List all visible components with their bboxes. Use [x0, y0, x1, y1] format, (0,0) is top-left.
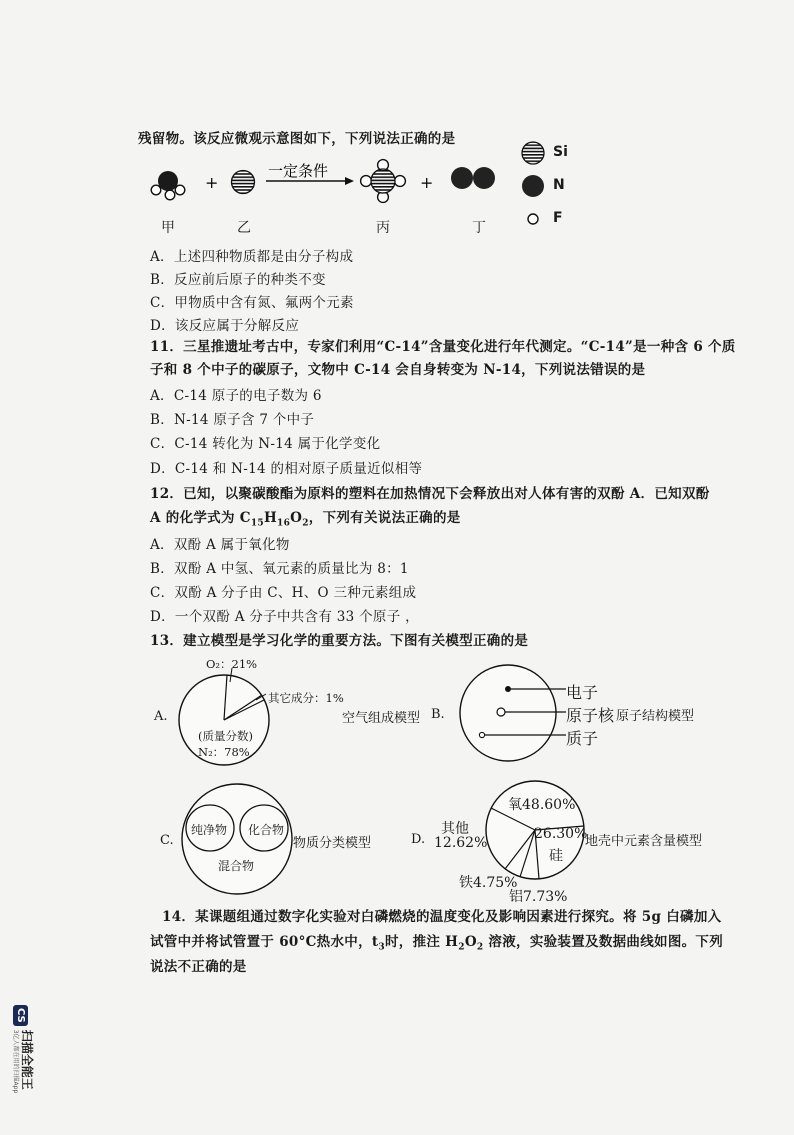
formula-sub-16: 16 — [277, 518, 291, 529]
model-a-letter: A. — [154, 709, 168, 724]
q12-option-b: B．双酚 A 中氢、氧元素的质量比为 8：1 — [150, 561, 409, 577]
q10-option-d: D．该反应属于分解反应 — [150, 318, 300, 334]
arrow-condition: 一定条件 — [268, 162, 329, 180]
label-yi: 乙 — [237, 220, 251, 236]
model-a-mass-label: (质量分数) — [198, 729, 253, 743]
q11-option-b: B．N-14 原子含 7 个中子 — [150, 412, 315, 428]
model-c-caption: 物质分类模型 — [293, 836, 372, 851]
legend-f-label: F — [553, 210, 563, 226]
scanner-name: 扫描全能王 — [20, 1029, 34, 1090]
legend-n-label: N — [553, 177, 565, 193]
model-b-letter: B. — [431, 707, 445, 722]
legend-f-symbol — [528, 214, 538, 224]
q14-line2-part2: 时，推注 H — [384, 934, 459, 950]
model-c-pure-label: 纯净物 — [191, 823, 228, 837]
formula-h: H — [263, 510, 278, 526]
q10-intro: 残留物。该反应微观示意图如下，下列说法正确的是 — [138, 131, 456, 147]
q14-line2-part1: 试管中并将试管置于 60°C热水中，t — [150, 934, 379, 950]
model-a-o2-label: O₂：21% — [206, 657, 258, 671]
model-b-proton-label: 质子 — [566, 729, 599, 748]
scanner-watermark — [1, 1005, 41, 1135]
q11-stem-line2: 子和 8 个中子的碳原子，文物中 C-14 会自身转变为 N-14，下列说法错误的是 — [150, 362, 646, 378]
formula-sub-2: 2 — [302, 518, 309, 529]
formula-sub-15: 15 — [250, 518, 264, 529]
q10-option-b: B．反应前后原子的种类不变 — [150, 272, 326, 288]
q10-option-c: C．甲物质中含有氮、氟两个元素 — [150, 295, 354, 311]
label-ding: 丁 — [472, 220, 486, 236]
model-d-oxygen-label: 氧48.60% — [508, 797, 576, 813]
model-b-electron-label: 电子 — [566, 683, 599, 702]
q14-line2-part4: 溶液，实验装置及数据曲线如图。下列 — [483, 934, 724, 950]
legend-si-label: Si — [553, 144, 568, 160]
model-d-other-label: 其他 — [441, 821, 469, 837]
q11-option-c: C．C-14 转化为 N-14 属于化学变化 — [150, 436, 381, 452]
model-c-venn — [180, 782, 295, 896]
molecule-bing — [361, 160, 406, 203]
scanner-text-block — [9, 1030, 33, 1094]
legend-n-symbol — [522, 175, 544, 197]
model-c-compound-label: 化合物 — [248, 823, 285, 837]
legend-si-symbol — [522, 142, 544, 164]
q11-option-a: A．C-14 原子的电子数为 6 — [150, 388, 322, 404]
model-b-caption: 原子结构模型 — [616, 709, 695, 724]
q12-option-d: D．一个双酚 A 分子中共含有 33 个原子 ， — [150, 609, 419, 625]
model-b-nucleus-label: 原子核 — [566, 706, 615, 725]
model-c-mixture-label: 混合物 — [218, 859, 255, 873]
q11-stem-line1: 11．三星推遗址考古中，专家们利用“C-14”含量变化进行年代测定。“C-14”是一种含 6 个质 — [150, 339, 736, 355]
q12-stem-line1: 12．已知，以聚碳酸酯为原料的塑料在加热情况下会释放出对人体有害的双酚 A．已知双酚 — [150, 486, 710, 502]
q14-sub-t3: 3 — [378, 942, 385, 953]
model-d-aluminum-label: 铝7.73% — [509, 889, 568, 905]
q12-stem-line2 — [150, 509, 461, 533]
scanner-logo-badge: CS — [14, 1005, 29, 1026]
molecule-ding — [451, 167, 495, 189]
model-c-letter: C. — [160, 833, 174, 848]
plus-sign-1: + — [205, 173, 219, 192]
model-d-iron-label: 铁4.75% — [459, 875, 518, 891]
q14-line2-part3: O — [464, 934, 477, 950]
model-a-other-label: 其它成分：1% — [268, 691, 344, 705]
molecule-yi — [232, 171, 255, 194]
label-jia: 甲 — [161, 220, 175, 236]
q11-option-d: D．C-14 和 N-14 的相对原子质量近似相等 — [150, 461, 423, 477]
q12-option-c: C．双酚 A 分子由 C、H、O 三种元素组成 — [150, 585, 417, 601]
q12-option-a: A．双酚 A 属于氧化物 — [150, 537, 290, 553]
scanner-tagline: 3亿人都在用的扫描App — [12, 1029, 19, 1094]
q14-sub-h2: 2 — [458, 942, 465, 953]
model-d-silicon-label: 硅 — [549, 848, 563, 864]
q14-line2 — [150, 933, 723, 957]
formula-o: O — [290, 510, 303, 526]
q12-formula-prefix: A 的化学式为 C — [150, 510, 251, 526]
q12-stem-suffix: ，下列有关说法正确的是 — [308, 510, 461, 526]
q13-stem: 13．建立模型是学习化学的重要方法。下图有关模型正确的是 — [150, 633, 529, 649]
molecule-jia — [151, 171, 185, 200]
model-d-silicon-pct: 26.30% — [534, 826, 588, 842]
model-a-pie — [170, 660, 280, 780]
q14-line3: 说法不正确的是 — [150, 959, 247, 975]
model-d-letter: D. — [411, 832, 426, 847]
q10-option-a: A．上述四种物质都是由分子构成 — [150, 249, 354, 265]
plus-sign-2: + — [420, 173, 434, 192]
model-d-caption: 地壳中元素含量模型 — [585, 834, 703, 849]
model-d-other-pct: 12.62% — [434, 835, 488, 851]
model-a-caption: 空气组成模型 — [342, 711, 421, 726]
model-a-n2-label: N₂：78% — [198, 745, 250, 759]
reaction-diagram — [140, 138, 580, 242]
q14-sub-o2: 2 — [476, 942, 484, 953]
q14-line1: 14．某课题组通过数字化实验对白磷燃烧的温度变化及影响因素进行探究。将 5g 白磷加入 — [162, 909, 722, 925]
label-bing: 丙 — [376, 220, 390, 236]
